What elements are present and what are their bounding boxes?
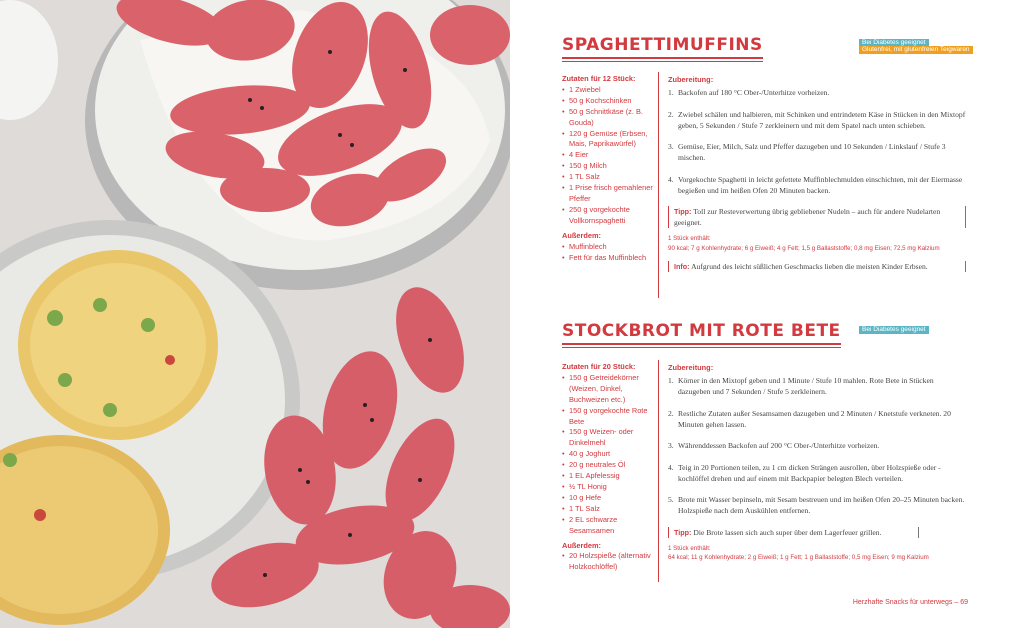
tip-box — [668, 527, 919, 538]
badge-diabetes: Bei Diabetes geeignet — [859, 326, 929, 334]
ingredient-item: • 4 Eier — [562, 150, 654, 161]
nutrition-info — [668, 234, 966, 253]
ingredient-item: • 250 g vorgekochte Vollkornspaghetti — [562, 205, 654, 227]
ingredient-item: • 2 EL schwarze Sesamsamen — [562, 515, 654, 537]
preparation-heading: Zubereitung: — [668, 75, 714, 84]
extra-item: • Muffinblech — [562, 242, 654, 253]
ingredient-item: • 150 g Getreidekörner (Weizen, Dinkel, Buchweizen etc.) — [562, 373, 654, 406]
extra-heading: Außerdem: — [562, 540, 602, 550]
page-footer: Herzhafte Snacks für unterwegs – 69 — [852, 599, 968, 606]
step-text: Vorgekochte Spaghetti in leicht gefettete Muffinblechmulden einschichten, mit der Eiermasse begießen und im heißen Ofen 20 Minuten backen. — [678, 174, 963, 195]
step-text: Gemüse, Eier, Milch, Salz und Pfeffer dazugeben und 10 Sekunden / Linkslauf / Stufe 3 mischen. — [678, 142, 946, 162]
ingredient-item: • 120 g Gemüse (Erbsen, Mais, Paprikawürfel) — [562, 129, 654, 151]
extra-item: • Fett für das Muffinblech — [562, 253, 654, 264]
recipe-title-stockbrot: STOCKBROT MIT ROTE BETE — [562, 321, 841, 345]
step-number: 3. — [668, 142, 674, 151]
nutrition-heading: 1 Stück enthält: — [668, 235, 711, 242]
nutrition-info — [668, 544, 966, 563]
step-number: 1. — [668, 88, 674, 97]
step-text: Brote mit Wasser bepinseln, mit Sesam bestreuen und im heißen Ofen 20–25 Minuten backen. Holzspieße nach dem Auskühlen entfernen. — [678, 495, 965, 515]
step — [668, 408, 966, 430]
info-text: Aufgrund des leicht süßlichen Geschmacks lieben die meisten Kinder Erbsen. — [691, 262, 928, 271]
ingredient-item: • 1 Prise frisch gemahlener Pfeffer — [562, 183, 654, 205]
step — [668, 109, 966, 131]
nutrition-values: 90 kcal; 7 g Kohlenhydrate; 6 g Eiweiß; 4 g Fett; 1,5 g Ballaststoffe; 0,8 mg Eisen; 72,5 mg Kalzium — [668, 244, 940, 252]
tip-label: Tipp: — [674, 207, 692, 216]
step — [668, 375, 966, 397]
column-divider — [658, 360, 659, 582]
tip-text: Die Brote lassen sich auch super über dem Lagerfeuer grillen. — [693, 527, 882, 537]
ingredient-item: • 1 TL Salz — [562, 172, 654, 183]
info-box — [668, 261, 966, 272]
ingredient-item: • 50 g Kochschinken — [562, 96, 654, 107]
ingredient-item: • ½ TL Honig — [562, 482, 654, 493]
tip-label: Tipp: — [674, 527, 692, 537]
preparation-heading: Zubereitung: — [668, 363, 714, 372]
step-number: 4. — [668, 174, 674, 184]
nutrition-heading: 1 Stück enthält: — [668, 544, 711, 552]
step — [668, 87, 966, 98]
ingredient-item: • 1 EL Apfelessig — [562, 471, 654, 482]
recipe-page — [510, 0, 1020, 628]
nutrition-values: 64 kcal; 11 g Kohlenhydrate; 2 g Eiweiß; 1 g Fett; 1 g Ballaststoffe; 0,5 mg Eisen; 9 mg Kalzium — [668, 554, 929, 561]
ingredient-item: • 40 g Joghurt — [562, 449, 654, 460]
extra-item: • 20 Holzspieße (alternativ Holzkochlöffel) — [562, 551, 654, 573]
tip-box — [668, 206, 966, 228]
ingredient-item: • 50 g Schnittkäse (z. B. Gouda) — [562, 107, 654, 129]
ingredient-item: • 1 TL Salz — [562, 504, 654, 515]
tip-text: Toll zur Resteverwertung übrig gebliebener Nudeln – auch für andere Nudelarten geeignet. — [674, 207, 941, 227]
ingredient-item: • 10 g Hefe — [562, 493, 654, 504]
step-number: 5. — [668, 495, 674, 504]
ingredients-list-1 — [562, 74, 654, 263]
step-number: 2. — [668, 408, 674, 418]
preparation-1 — [668, 74, 966, 278]
step-text: Restliche Zutaten außer Sesamsamen dazugeben und 2 Minuten / Knetstufe verkneten. 20 Minuten gehen lassen. — [678, 408, 951, 429]
step-text: Körner in den Mixtopf geben und 1 Minute / Stufe 10 mahlen. Rote Bete in Stücken dazugeben und 7 Sekunden / Stufe 5 zerkleinern. — [678, 376, 934, 396]
recipe-title-spaghettimuffins: SPAGHETTIMUFFINS — [562, 35, 763, 59]
badge-diabetes: Bei Diabetes geeignet — [859, 39, 929, 47]
info-label: Info: — [674, 262, 690, 271]
ingredient-item: • 150 g Milch — [562, 161, 654, 172]
step-text: Backofen auf 180 °C Ober-/Unterhitze vorheizen. — [678, 88, 830, 97]
preparation-2 — [668, 362, 966, 571]
badge-glutenfree: Glutenfrei, mit glutenfreien Teigwaren — [859, 46, 973, 54]
step-number: 3. — [668, 441, 674, 450]
ingredient-item: • 150 g vorgekochte Rote Bete — [562, 406, 654, 428]
step — [668, 440, 966, 451]
ingredient-item: • 150 g Weizen- oder Dinkelmehl — [562, 427, 654, 449]
step — [668, 462, 966, 484]
step-text: Zwiebel schälen und halbieren, mit Schinken und entrindetem Käse in Stücken in den Mixtopf geben, 5 Sekunden / Stufe 7 zerkleinern und mit dem Spatel nach unten schieben. — [678, 109, 966, 130]
step-text: Teig in 20 Portionen teilen, zu 1 cm dicken Strängen ausrollen, über Holzspieße oder -kochlöffel drehen und auf einem mit Backpapier belegten Blech verteilen. — [678, 462, 941, 483]
column-divider — [658, 72, 659, 298]
ingredients-list-2 — [562, 362, 654, 573]
ingredient-item: • 1 Zwiebel — [562, 85, 654, 96]
step-text: Währenddessen Backofen auf 200 °C Ober-/Unterhitze vorheizen. — [678, 441, 880, 450]
ingredient-item: • 20 g neutrales Öl — [562, 460, 654, 471]
ingredients-heading: Zutaten für 20 Stück: — [562, 362, 636, 371]
step-number: 2. — [668, 109, 674, 119]
step — [668, 494, 966, 516]
step-number: 4. — [668, 462, 674, 472]
step-number: 1. — [668, 376, 674, 385]
extra-heading: Außerdem: — [562, 230, 602, 240]
step — [668, 141, 966, 163]
step — [668, 174, 966, 196]
ingredients-heading: Zutaten für 12 Stück: — [562, 74, 636, 83]
